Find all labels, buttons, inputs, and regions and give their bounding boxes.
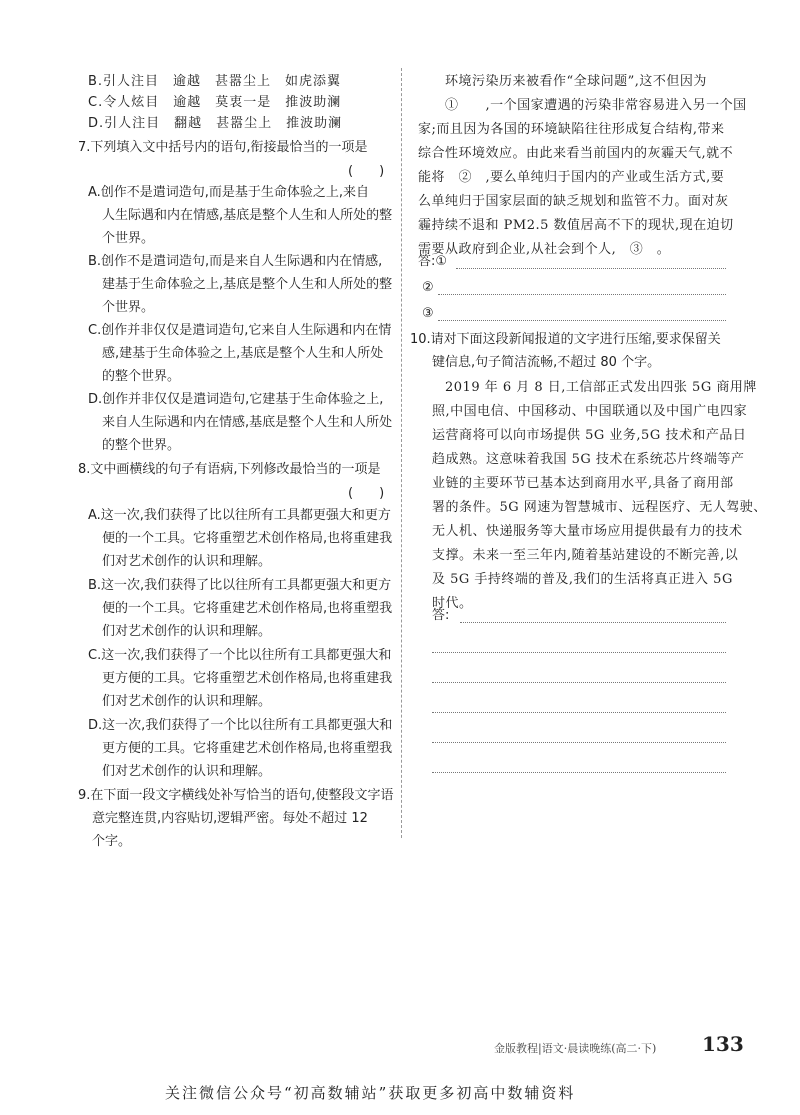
q10-answer-line-6[interactable] [432, 772, 726, 773]
q9-passage-line2: ① ,一个国家遭遇的污染非常容易进入另一个国 [418, 98, 747, 113]
q10-answer-line-1[interactable] [460, 622, 726, 623]
q8-option-b-line2: 便的一个工具。它将重建艺术创作格局,也将重塑我 [102, 601, 393, 616]
q9-passage-line5: 能将 ② ,要么单纯归于国内的产业或生活方式,要 [418, 170, 725, 185]
q10-passage-line3: 运营商将可以向市场提供 5G 业务,5G 技术和产品日 [432, 428, 747, 443]
q7-stem: 7.下列填入文中括号内的语句,衔接最恰当的一项是 [78, 140, 368, 155]
q10-passage-line10: 时代。 [432, 596, 473, 611]
q10-passage-line5: 业链的主要环节已基本达到商用水平,具备了商用部 [432, 476, 734, 491]
q7-option-d-line1: D.创作并非仅仅是遣词造句,它建基于生命体验之上, [88, 392, 384, 407]
q10-answer-line-4[interactable] [432, 712, 726, 713]
q10-answer-label: 答: [432, 608, 450, 623]
q10-answer-line-2[interactable] [432, 652, 726, 653]
q7-option-a-line1: A.创作不是遣词造句,而是基于生命体验之上,来自 [88, 185, 370, 200]
q8-option-d-line2: 更方便的工具。它将重建艺术创作格局,也将重塑我 [102, 741, 393, 756]
q7-answer-paren: ( ) [348, 164, 385, 179]
q9-passage-line3: 家;而且因为各国的环境缺陷往往形成复合结构,带来 [418, 122, 725, 137]
q8-option-a-line3: 们对艺术创作的认识和理解。 [102, 554, 272, 569]
q10-stem-line2: 键信息,句子简洁流畅,不超过 80 个字。 [432, 355, 661, 370]
q10-passage-line2: 照,中国电信、中国移动、中国联通以及中国广电四家 [432, 404, 748, 419]
q8-option-c-line2: 更方便的工具。它将重塑艺术创作格局,也将重建我 [102, 671, 393, 686]
footer-book-title: 金版教程|语文·晨读晚练(高二·下) [494, 1042, 657, 1055]
q10-passage-line6: 署的条件。5G 网速为智慧城市、远程医疗、无人驾驶、 [432, 500, 767, 515]
answer-line-2[interactable] [438, 294, 726, 295]
q7-option-a-line3: 个世界。 [102, 231, 155, 246]
q8-option-a-line2: 便的一个工具。它将重塑艺术创作格局,也将重建我 [102, 531, 393, 546]
q7-option-a-line2: 人生际遇和内在情感,基底是整个人生和人所处的整 [102, 208, 393, 223]
q7-option-b-line3: 个世界。 [102, 300, 155, 315]
q9-passage-line8: 需要从政府到企业,从社会到个人, ③ 。 [418, 242, 671, 257]
q8-option-a-line1: A.这一次,我们获得了比以往所有工具都更强大和更方 [88, 508, 391, 523]
q10-passage-line1: 2019 年 6 月 8 日,工信部正式发出四张 5G 商用牌 [418, 380, 757, 395]
q10-passage-line4: 趋成熟。这意味着我国 5G 技术在系统芯片终端等产 [432, 452, 745, 467]
q7-option-c-line1: C.创作并非仅仅是遣词造句,它来自人生际遇和内在情 [88, 323, 392, 338]
q9-stem-line3: 个字。 [92, 834, 132, 849]
q10-answer-line-5[interactable] [432, 742, 726, 743]
page-number: 133 [702, 1032, 744, 1056]
q7-option-c-line3: 的整个世界。 [102, 369, 181, 384]
answer-line-3[interactable] [438, 320, 726, 321]
bottom-promo-note: 关注微信公众号“初高数辅站”获取更多初高中数辅资料 [165, 1084, 576, 1102]
q8-option-b-line1: B.这一次,我们获得了比以往所有工具都更强大和更方 [88, 578, 392, 593]
q7-option-b-line2: 建基于生命体验之上,基底是整个人生和人所处的整 [102, 277, 393, 292]
q9-passage-line6: 么单纯归于国家层面的缺乏规划和监管不力。面对灰 [418, 194, 729, 209]
column-divider [401, 68, 402, 838]
q8-option-b-line3: 们对艺术创作的认识和理解。 [102, 624, 272, 639]
q8-option-c-line1: C.这一次,我们获得了一个比以往所有工具都更强大和 [88, 648, 392, 663]
q9-stem-line1: 9.在下面一段文字横线处补写恰当的语句,使整段文字语 [78, 788, 394, 803]
answer-label-1: 答:① [418, 254, 448, 269]
q9-stem-line2: 意完整连贯,内容贴切,逻辑严密。每处不超过 12 [92, 811, 368, 826]
q6-option-d: D.引人注目 翻越 甚嚣尘上 推波助澜 [88, 116, 343, 131]
answer-label-3: ③ [422, 306, 434, 321]
q8-answer-paren: ( ) [348, 486, 385, 501]
q8-option-d-line1: D.这一次,我们获得了一个比以往所有工具都更强大和 [88, 718, 393, 733]
q7-option-d-line2: 来自人生际遇和内在情感,基底是整个人生和人所处 [102, 415, 393, 430]
q10-passage-line8: 支撑。未来一至三年内,随着基站建设的不断完善,以 [432, 548, 739, 563]
q10-passage-line9: 及 5G 手持终端的普及,我们的生活将真正进入 5G [432, 572, 733, 587]
q7-option-b-line1: B.创作不是遣词造句,而是来自人生际遇和内在情感, [88, 254, 383, 269]
q9-passage-line4: 综合性环境效应。由此来看当前国内的灰霾天气,就不 [418, 146, 734, 161]
q10-passage-line7: 无人机、快递服务等大量市场应用提供最有力的技术 [432, 524, 743, 539]
q9-passage-line7: 霾持续不退和 PM2.5 数值居高不下的现状,现在迫切 [418, 218, 734, 233]
q8-option-c-line3: 们对艺术创作的认识和理解。 [102, 694, 272, 709]
q7-option-d-line3: 的整个世界。 [102, 438, 181, 453]
q9-passage-line1: 环境污染历来被看作“全球问题”,这不但因为 [418, 74, 707, 89]
q8-stem: 8.文中画横线的句子有语病,下列修改最恰当的一项是 [78, 462, 381, 477]
answer-line-1[interactable] [456, 268, 726, 269]
q10-stem-line1: 10.请对下面这段新闻报道的文字进行压缩,要求保留关 [410, 332, 721, 347]
q7-option-c-line2: 感,建基于生命体验之上,基底是整个人生和人所处 [102, 346, 384, 361]
q6-option-c: C.令人炫目 逾越 莫衷一是 推波助澜 [88, 95, 342, 110]
answer-label-2: ② [422, 280, 434, 295]
q8-option-d-line3: 们对艺术创作的认识和理解。 [102, 764, 272, 779]
q10-answer-line-3[interactable] [432, 682, 726, 683]
q6-option-b: B.引人注目 逾越 甚嚣尘上 如虎添翼 [88, 74, 342, 89]
